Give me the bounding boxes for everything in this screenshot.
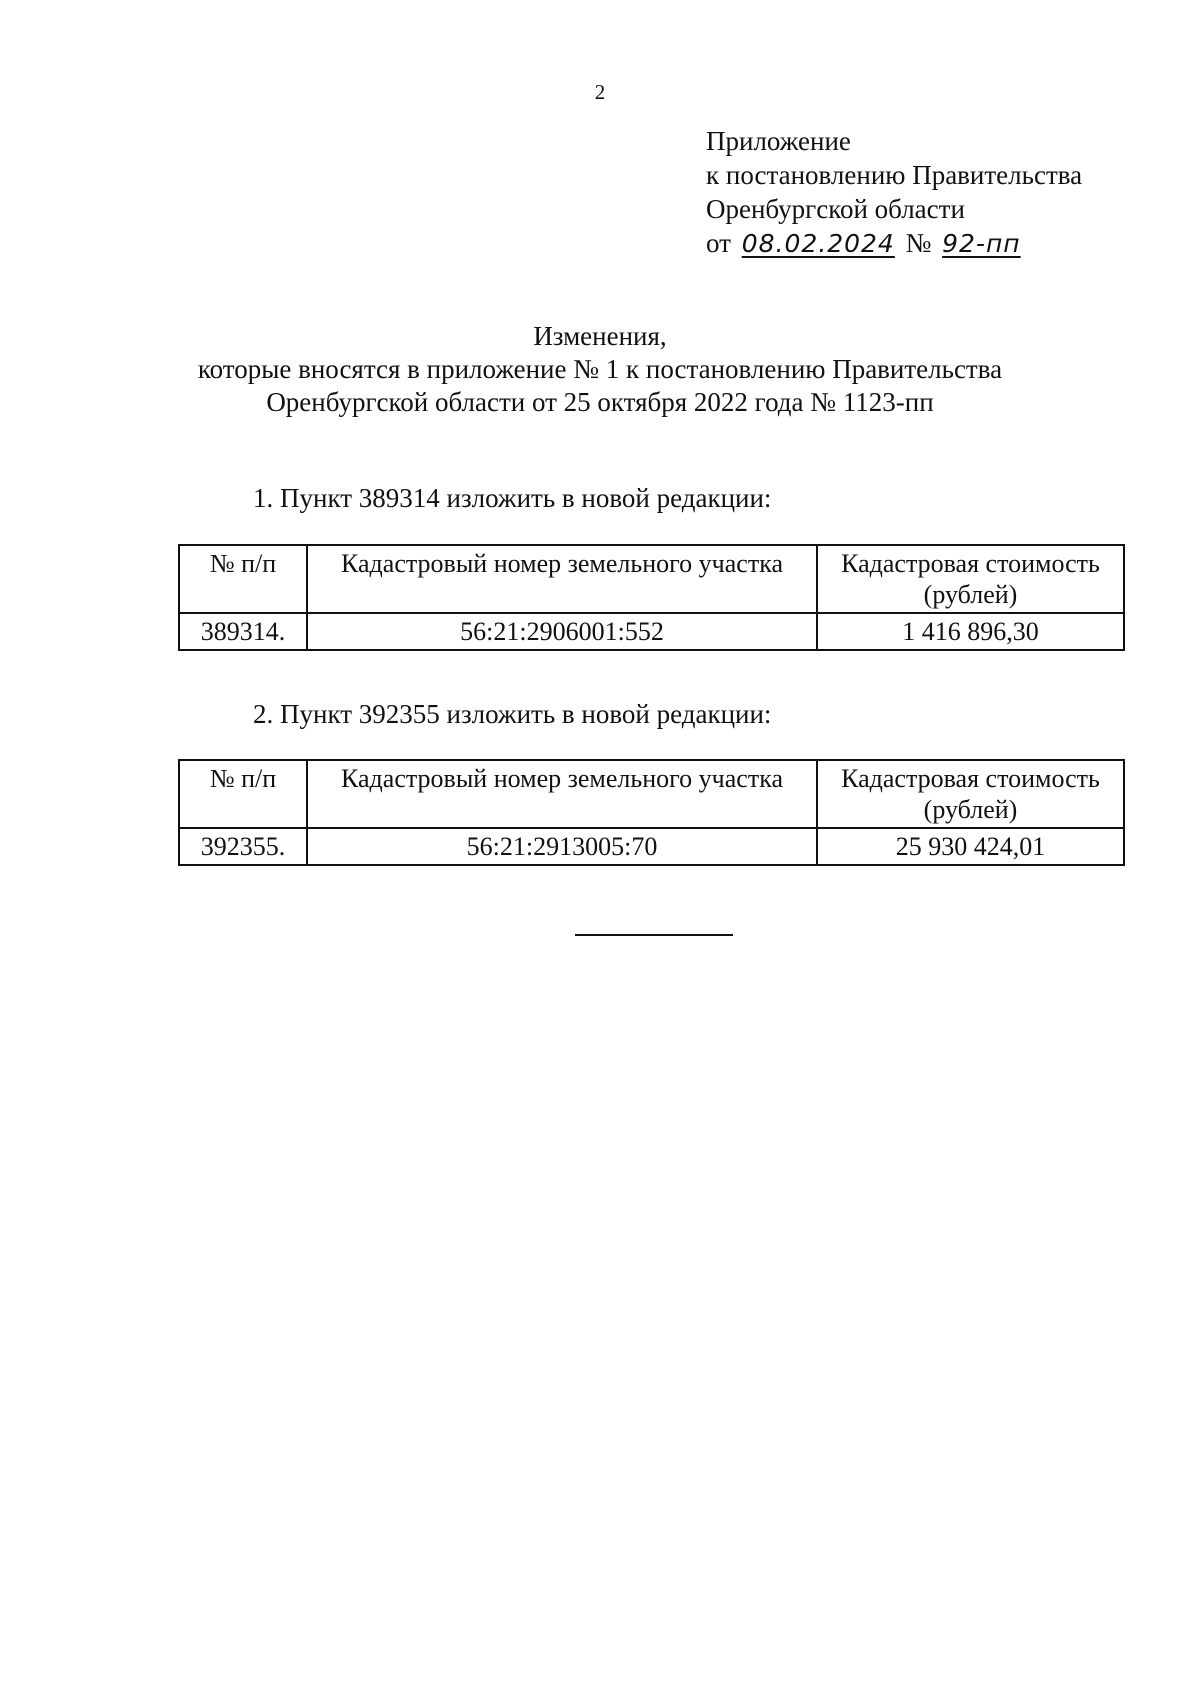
cell-cadastral-value: 25 930 424,01: [817, 828, 1124, 865]
section-2-table: [178, 759, 1125, 866]
section-1-table: [178, 544, 1125, 651]
table-header-row: [179, 545, 1124, 613]
page-number: 2: [594, 80, 606, 104]
table-row: [179, 828, 1124, 865]
header-cadastral-value: Кадастровая стоимость (рублей): [817, 545, 1124, 613]
appendix-line-3: Оренбургской области: [706, 194, 965, 224]
title-line-3: Оренбургской области от 25 октября 2022 года № 1123-пп: [266, 387, 934, 417]
end-divider: [575, 934, 733, 936]
cell-index: 389314.: [179, 613, 307, 650]
header-cadastral-number: Кадастровый номер земельного участка: [307, 760, 817, 828]
cell-cadastral-value: 1 416 896,30: [817, 613, 1124, 650]
date-prefix: от: [706, 228, 731, 258]
cell-index: 392355.: [179, 828, 307, 865]
title-line-1: Изменения,: [533, 321, 667, 351]
handwritten-date: 08.02.2024: [741, 229, 895, 258]
title-line-2: которые вносятся в приложение № 1 к постановлению Правительства: [197, 354, 1003, 384]
handwritten-number: 92-пп: [942, 229, 1021, 258]
appendix-date-line: [706, 226, 1082, 261]
section-2-heading: 2. Пункт 392355 изложить в новой редакции:: [253, 699, 772, 729]
cell-cadastral-number: 56:21:2913005:70: [307, 828, 817, 865]
header-index: № п/п: [179, 545, 307, 613]
header-cadastral-number: Кадастровый номер земельного участка: [307, 545, 817, 613]
table-row: [179, 613, 1124, 650]
table-header-row: [179, 760, 1124, 828]
section-1-heading: 1. Пункт 389314 изложить в новой редакции:: [253, 483, 772, 513]
appendix-block: [706, 124, 1082, 261]
appendix-line-2: к постановлению Правительства: [706, 160, 1083, 190]
header-index: № п/п: [179, 760, 307, 828]
cell-cadastral-number: 56:21:2906001:552: [307, 613, 817, 650]
number-prefix: №: [905, 228, 932, 258]
document-title: [0, 320, 1200, 419]
appendix-title: Приложение: [706, 126, 851, 156]
header-cadastral-value: Кадастровая стоимость (рублей): [817, 760, 1124, 828]
